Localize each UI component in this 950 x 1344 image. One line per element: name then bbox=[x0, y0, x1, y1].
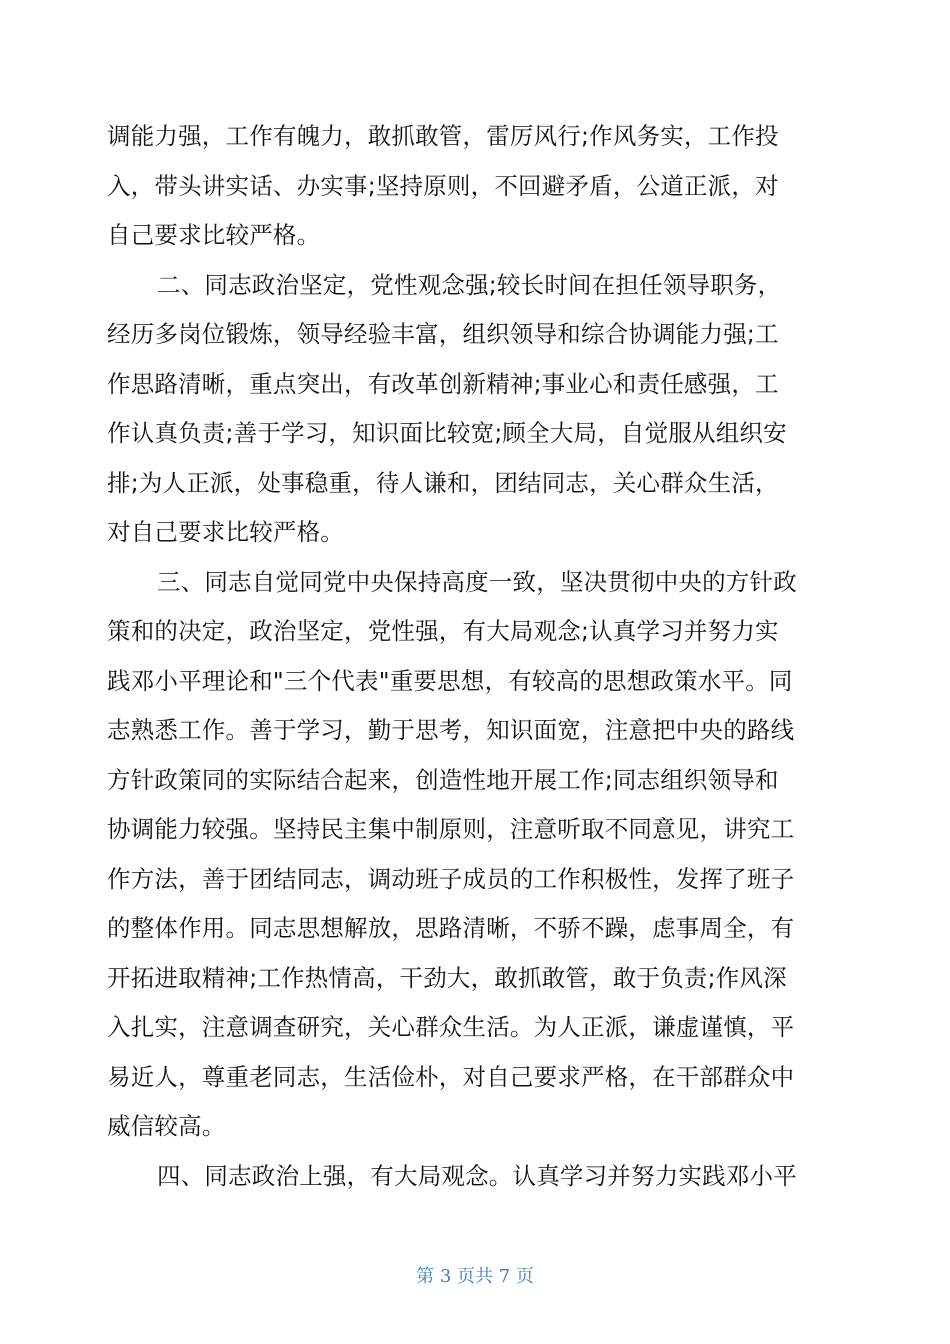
text-line: 践邓小平理论和"三个代表"重要思想，有较高的思想政策水平。同 bbox=[107, 666, 793, 695]
document-body bbox=[107, 112, 837, 1201]
text-line: 易近人，尊重老同志，生活俭朴，对自己要求严格，在干部群众中 bbox=[107, 1062, 795, 1091]
paragraph-start-line: 四、同志政治上强，有大局观念。认真学习并努力实践邓小平 bbox=[157, 1161, 797, 1190]
text-line: 作思路清晰，重点突出，有改革创新精神;事业心和责任感强，工 bbox=[107, 369, 779, 398]
text-line: 开拓进取精神;工作热情高，干劲大，敢抓敢管，敢于负责;作风深 bbox=[107, 963, 787, 992]
text-line: 自己要求比较严格。 bbox=[107, 221, 321, 249]
page-number-footer: 第 3 页共 7 页 bbox=[416, 1266, 534, 1287]
text-line: 调能力强，工作有魄力，敢抓敢管，雷厉风行;作风务实，工作投 bbox=[107, 122, 779, 150]
text-line: 的整体作用。同志思想解放，思路清晰，不骄不躁，虑事周全，有 bbox=[107, 914, 795, 942]
text-line: 对自己要求比较严格。 bbox=[107, 518, 344, 546]
text-line: 经历多岗位锻炼，领导经验丰富，组织领导和综合协调能力强;工 bbox=[107, 320, 779, 348]
text-line: 策和的决定，政治坚定，党性强，有大局观念;认真学习并努力实 bbox=[107, 617, 779, 645]
text-line: 协调能力较强。坚持民主集中制原则，注意听取不同意见，讲究工 bbox=[107, 815, 795, 843]
text-line: 入，带头讲实话、办实事;坚持原则，不回避矛盾，公道正派，对 bbox=[107, 171, 779, 200]
text-line: 排;为人正派，处事稳重，待人谦和，团结同志，关心群众生活， bbox=[107, 468, 779, 497]
paragraph-start-line: 二、同志政治坚定，党性观念强;较长时间在担任领导职务， bbox=[157, 270, 782, 299]
paragraph-start-line: 三、同志自觉同党中央保持高度一致，坚决贯彻中央的方针政 bbox=[157, 567, 797, 596]
text-line: 作认真负责;善于学习，知识面比较宽;顾全大局，自觉服从组织安 bbox=[107, 419, 787, 447]
text-line: 志熟悉工作。善于学习，勤于思考，知识面宽，注意把中央的路线 bbox=[107, 716, 795, 744]
text-line: 作方法，善于团结同志，调动班子成员的工作积极性，发挥了班子 bbox=[107, 864, 795, 893]
text-line: 威信较高。 bbox=[107, 1112, 226, 1140]
text-line: 入扎实，注意调查研究，关心群众生活。为人正派，谦虚谨慎，平 bbox=[107, 1013, 795, 1041]
text-line: 方针政策同的实际结合起来，创造性地开展工作;同志组织领导和 bbox=[107, 765, 779, 794]
